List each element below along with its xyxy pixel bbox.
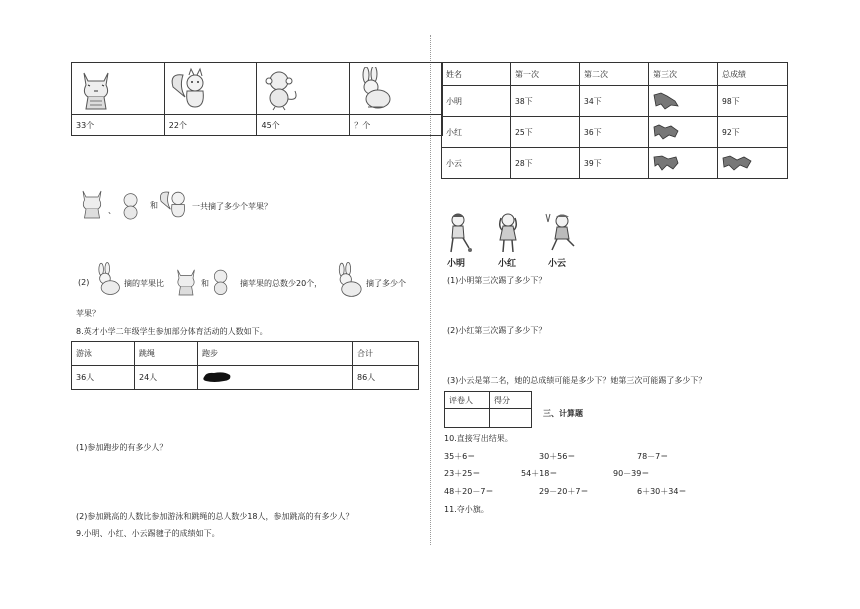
squirrel-icon [158, 185, 192, 221]
calc-1-2: 30＋56＝ [539, 452, 576, 461]
torn-paper-icon [653, 154, 679, 172]
score-second-xiaohong: 36下 [580, 117, 649, 148]
rabbit-icon [92, 262, 124, 298]
monkey-icon [208, 266, 236, 298]
score-header-name: 姓名 [442, 63, 511, 86]
score-header-first: 第一次 [511, 63, 580, 86]
cat-icon [76, 67, 116, 111]
score-header-total: 总成绩 [718, 63, 788, 86]
score-first-xiaoming: 38下 [511, 86, 580, 117]
xiaoyun-figure-icon [542, 212, 578, 254]
cat-icon [172, 264, 200, 298]
xiaoming-figure-icon [445, 212, 475, 254]
q7-connector-1: 、 [108, 206, 116, 215]
score-second-xiaoyun: 39下 [580, 148, 649, 179]
torn-paper-icon [722, 154, 752, 172]
q9-question-1: (1)小明第三次踢了多少下？ [447, 276, 547, 285]
score-label: 得分 [490, 392, 532, 409]
grader-box [444, 391, 532, 428]
score-second-xiaoming: 34下 [580, 86, 649, 117]
q7-part2-text-b: 和 [201, 279, 209, 288]
q7-question-1: 一共摘了多少个苹果？ [192, 202, 272, 211]
kid-label-xiaohong: 小红 [498, 259, 517, 269]
q9-question-2: (2)小红第三次踢了多少下？ [447, 326, 547, 335]
score-name-xiaohong: 小红 [442, 117, 511, 148]
calc-1-3: 78－7＝ [637, 452, 669, 461]
sports-header-run: 跑步 [198, 342, 353, 366]
score-first-xiaoyun: 28下 [511, 148, 580, 179]
cat-icon [77, 185, 107, 221]
q9-question-3: (3)小云是第二名，她的总成绩可能是多少下？她第三次可能踢了多少下？ [447, 376, 707, 385]
sports-value-swim: 36人 [72, 366, 135, 390]
q8-question-2: (2)参加跳高的人数比参加游泳和跳绳的总人数少18人，参加跳高的有多少人？ [76, 512, 354, 521]
monkey-icon [261, 67, 301, 111]
sports-value-run [198, 366, 353, 390]
score-third-xiaoming [649, 86, 718, 117]
score-name-xiaoming: 小明 [442, 86, 511, 117]
cat-cell [72, 63, 165, 115]
sports-header-rope: 跳绳 [135, 342, 198, 366]
sports-header-swim: 游泳 [72, 342, 135, 366]
rabbit-icon [354, 67, 396, 111]
ink-blot-icon [202, 371, 232, 383]
q9-stem: 9.小明、小红、小云踢毽子的成绩如下。 [76, 529, 220, 538]
sports-table [71, 341, 419, 390]
score-name-xiaoyun: 小云 [442, 148, 511, 179]
shuttlecock-score-table [441, 62, 788, 179]
q8-stem: 8.英才小学二年级学生参加部分体育活动的人数如下。 [76, 327, 268, 336]
calc-3-1: 48＋20－7＝ [444, 487, 494, 496]
squirrel-count: 22个 [164, 115, 257, 136]
monkey-icon [117, 190, 147, 222]
sports-header-total: 合计 [353, 342, 419, 366]
q7-connector-2: 和 [150, 201, 158, 210]
rabbit-count: ？个 [350, 115, 443, 136]
q7-part2-number: (2) [78, 278, 90, 287]
sports-value-rope: 24人 [135, 366, 198, 390]
score-cell[interactable] [490, 409, 532, 428]
q8-question-1: (1)参加跑步的有多少人？ [76, 443, 168, 452]
sports-value-total: 86人 [353, 366, 419, 390]
animals-apple-table [71, 62, 443, 136]
q7-part2-text-a: 摘的苹果比 [124, 279, 164, 288]
q10-stem: 10.直接写出结果。 [444, 434, 513, 443]
calc-2-1: 23＋25＝ [444, 469, 481, 478]
kid-label-xiaoyun: 小云 [548, 259, 567, 269]
score-first-xiaohong: 25下 [511, 117, 580, 148]
monkey-count: 45个 [257, 115, 350, 136]
calc-3-3: 6＋30＋34＝ [637, 487, 687, 496]
cat-count: 33个 [72, 115, 165, 136]
calc-3-2: 29－20＋7＝ [539, 487, 589, 496]
squirrel-icon [169, 67, 213, 111]
torn-paper-icon [653, 123, 679, 141]
score-third-xiaoyun [649, 148, 718, 179]
score-header-second: 第二次 [580, 63, 649, 86]
torn-paper-icon [653, 92, 679, 110]
calc-2-3: 90－39＝ [613, 469, 650, 478]
grader-label: 评卷人 [445, 392, 490, 409]
q7-part2-text-c: 摘苹果的总数少20个， [240, 279, 323, 288]
xiaohong-figure-icon [494, 212, 522, 254]
calc-2-2: 54＋18＝ [521, 469, 558, 478]
q11-stem: 11.夺小旗。 [444, 505, 489, 514]
score-total-xiaoming: 98下 [718, 86, 788, 117]
calc-1-1: 35＋6＝ [444, 452, 476, 461]
score-total-xiaoyun [718, 148, 788, 179]
q7-part2-text-d: 摘了多少个 [366, 279, 406, 288]
score-header-third: 第三次 [649, 63, 718, 86]
score-third-xiaohong [649, 117, 718, 148]
rabbit-cell [350, 63, 443, 115]
section3-title: 三、计算题 [543, 409, 583, 418]
grader-cell[interactable] [445, 409, 490, 428]
rabbit-icon [332, 262, 366, 300]
score-total-xiaohong: 92下 [718, 117, 788, 148]
q7-part2-text-e: 苹果？ [76, 309, 100, 318]
kid-label-xiaoming: 小明 [447, 259, 466, 269]
monkey-cell [257, 63, 350, 115]
squirrel-cell [164, 63, 257, 115]
